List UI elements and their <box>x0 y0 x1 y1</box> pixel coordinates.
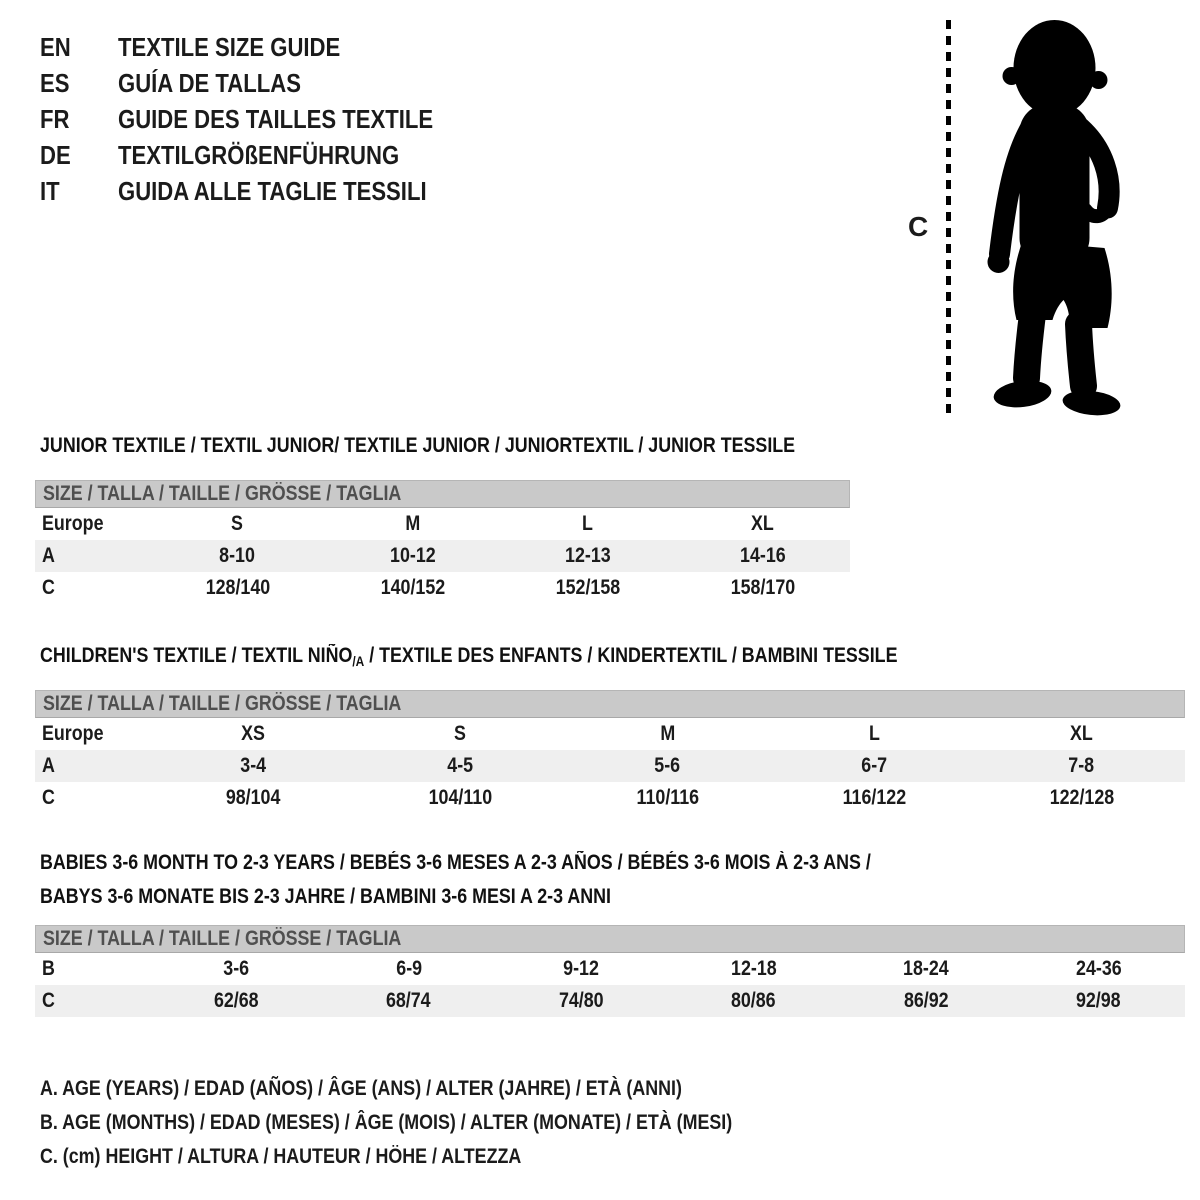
cell-text: XL <box>751 512 774 535</box>
cell-text: 18-24 <box>903 957 950 980</box>
cell-text: 140/152 <box>380 576 445 599</box>
height-cell <box>668 989 841 1013</box>
age-cell <box>675 544 850 568</box>
table-row <box>35 718 1185 750</box>
babies-title-line1: BABIES 3-6 MONTH TO 2-3 YEARS / BEBÉS 3-6 MESES A 2-3 AÑOS / BÉBÉS 3-6 MOIS À 2-3 ANS / <box>40 851 871 874</box>
legend-line-c: C. (cm) HEIGHT / ALTURA / HAUTEUR / HÖHE / ALTEZZA <box>40 1145 522 1168</box>
table-row <box>35 572 850 604</box>
babies-title-line2: BABYS 3-6 MONATE BIS 2-3 JAHRE / BAMBINI 3-6 MESI A 2-3 ANNI <box>40 885 611 908</box>
language-code: EN <box>40 31 71 62</box>
size-cell <box>150 512 325 536</box>
junior-size-table <box>35 480 850 604</box>
junior-size-header-bar <box>35 480 850 508</box>
age-months-cell <box>495 957 668 981</box>
size-cell <box>357 722 564 746</box>
table-row <box>35 508 850 540</box>
table-row <box>35 953 1185 985</box>
cell-text: 24-36 <box>1075 957 1122 980</box>
height-cell <box>564 786 771 810</box>
size-cell <box>978 722 1185 746</box>
age-cell <box>771 754 978 778</box>
row-label-cell <box>35 576 150 600</box>
language-row <box>40 65 489 101</box>
age-months-cell <box>840 957 1013 981</box>
cell-text: 3-6 <box>223 957 250 980</box>
table-row <box>35 985 1185 1017</box>
age-months-cell <box>150 957 323 981</box>
children-size-table <box>35 690 1185 814</box>
cell-text: 74/80 <box>558 989 604 1012</box>
cell-text: XL <box>1070 722 1093 745</box>
cell-text: 92/98 <box>1076 989 1122 1012</box>
height-cell <box>771 786 978 810</box>
language-title: GUIDE DES TAILLES TEXTILE <box>118 103 434 134</box>
toddler-silhouette-icon <box>966 16 1142 416</box>
row-label-cell <box>35 544 150 568</box>
language-row <box>40 101 489 137</box>
table-row <box>35 540 850 572</box>
cell-text: M <box>660 722 675 745</box>
cell-text: 158/170 <box>730 576 795 599</box>
cell-text: A <box>42 754 55 777</box>
row-label-cell <box>35 512 150 536</box>
babies-size-table <box>35 925 1185 1017</box>
junior-section-title <box>40 434 928 458</box>
language-row <box>40 173 489 209</box>
language-row <box>40 29 489 65</box>
cell-text: Europe <box>42 512 104 535</box>
cell-text: 128/140 <box>205 576 270 599</box>
age-months-cell <box>668 957 841 981</box>
height-cell <box>150 989 323 1013</box>
size-cell <box>564 722 771 746</box>
language-title: TEXTILGRÖßENFÜHRUNG <box>118 139 400 170</box>
cell-text: B <box>42 957 55 980</box>
cell-text: 12-18 <box>730 957 777 980</box>
cell-text: 152/158 <box>555 576 620 599</box>
babies-size-header-bar <box>35 925 1185 953</box>
cell-text: S <box>231 512 244 535</box>
height-cell <box>978 786 1185 810</box>
table-row <box>35 782 1185 814</box>
measure-legend <box>40 1072 854 1174</box>
cell-text: 6-9 <box>395 957 422 980</box>
height-cell <box>150 576 325 600</box>
cell-text: 3-4 <box>240 754 267 777</box>
legend-line-b: B. AGE (MONTHS) / EDAD (MESES) / ÂGE (MOIS) / ALTER (MONATE) / ETÀ (MESI) <box>40 1111 733 1134</box>
cell-text: 4-5 <box>447 754 474 777</box>
cell-text: 6-7 <box>861 754 888 777</box>
size-header-text: SIZE / TALLA / TAILLE / GRÖSSE / TAGLIA <box>43 482 402 505</box>
size-cell <box>771 722 978 746</box>
nino-a-subscript: /A <box>352 653 365 669</box>
row-label-cell <box>35 989 150 1013</box>
size-header-text: SIZE / TALLA / TAILLE / GRÖSSE / TAGLIA <box>43 692 402 715</box>
cell-text: 122/128 <box>1049 786 1114 809</box>
cell-text: A <box>42 544 55 567</box>
age-cell <box>150 754 357 778</box>
cell-text: 86/92 <box>903 989 949 1012</box>
row-label-cell <box>35 722 150 746</box>
age-cell <box>564 754 771 778</box>
row-label-cell <box>35 754 150 778</box>
table-row <box>35 750 1185 782</box>
cell-text: S <box>454 722 467 745</box>
size-cell <box>150 722 357 746</box>
language-code: DE <box>40 139 71 170</box>
children-section-title <box>40 644 1049 669</box>
cell-text: 10-12 <box>389 544 436 567</box>
cell-text: L <box>869 722 880 745</box>
language-code: FR <box>40 103 70 134</box>
cell-text: C <box>42 576 55 599</box>
age-cell <box>978 754 1185 778</box>
height-cell <box>675 576 850 600</box>
cell-text: 8-10 <box>219 544 256 567</box>
age-cell <box>325 544 500 568</box>
children-section-title-text: CHILDREN'S TEXTILE / TEXTIL $NIÑO_{/A}$ / TEXTILE DES ENFANTS / KINDERTEXTIL / BAMBINI TESSILE <box>40 644 898 669</box>
cell-text: 116/122 <box>842 786 907 809</box>
cell-text: 12-13 <box>564 544 611 567</box>
size-header-text: SIZE / TALLA / TAILLE / GRÖSSE / TAGLIA <box>43 927 402 950</box>
language-code: IT <box>40 175 60 206</box>
size-cell <box>675 512 850 536</box>
cell-text: 104/110 <box>428 786 493 809</box>
age-cell <box>150 544 325 568</box>
height-cell <box>357 786 564 810</box>
cell-text: 14-16 <box>739 544 786 567</box>
cell-text: 62/68 <box>213 989 259 1012</box>
size-cell <box>500 512 675 536</box>
cell-text: Europe <box>42 722 104 745</box>
height-measure-label: C <box>908 211 929 242</box>
age-cell <box>357 754 564 778</box>
children-size-header-bar <box>35 690 1185 718</box>
cell-text: 5-6 <box>654 754 681 777</box>
language-title: TEXTILE SIZE GUIDE <box>118 31 341 62</box>
cell-text: XS <box>241 722 266 745</box>
row-label-cell <box>35 957 150 981</box>
language-code: ES <box>40 67 70 98</box>
cell-text: C <box>42 989 55 1012</box>
language-row <box>40 137 489 173</box>
cell-text: M <box>405 512 420 535</box>
height-cell <box>840 989 1013 1013</box>
babies-section-title <box>40 846 1018 914</box>
age-months-cell <box>323 957 496 981</box>
cell-text: 98/104 <box>226 786 281 809</box>
cell-text: C <box>42 786 55 809</box>
junior-section-title-text: JUNIOR TEXTILE / TEXTIL JUNIOR/ TEXTILE JUNIOR / JUNIORTEXTIL / JUNIOR TESSILE <box>40 434 796 457</box>
cell-text: 68/74 <box>386 989 432 1012</box>
size-cell <box>325 512 500 536</box>
row-label-cell <box>35 786 150 810</box>
height-cell <box>325 576 500 600</box>
cell-text: 9-12 <box>563 957 600 980</box>
height-cell <box>1013 989 1186 1013</box>
cell-text: 7-8 <box>1068 754 1095 777</box>
cell-text: L <box>582 512 593 535</box>
age-cell <box>500 544 675 568</box>
height-measure-dashed-line <box>946 20 951 418</box>
legend-line-a: A. AGE (YEARS) / EDAD (AÑOS) / ÂGE (ANS) / ALTER (JAHRE) / ETÀ (ANNI) <box>40 1077 682 1100</box>
height-cell <box>500 576 675 600</box>
height-cell <box>495 989 668 1013</box>
language-title-list <box>40 29 489 209</box>
cell-text: 80/86 <box>731 989 777 1012</box>
cell-text: 110/116 <box>636 786 699 809</box>
language-title: GUIDA ALLE TAGLIE TESSILI <box>118 175 427 206</box>
age-months-cell <box>1013 957 1186 981</box>
language-title: GUÍA DE TALLAS <box>118 67 301 98</box>
height-cell <box>323 989 496 1013</box>
height-cell <box>150 786 357 810</box>
